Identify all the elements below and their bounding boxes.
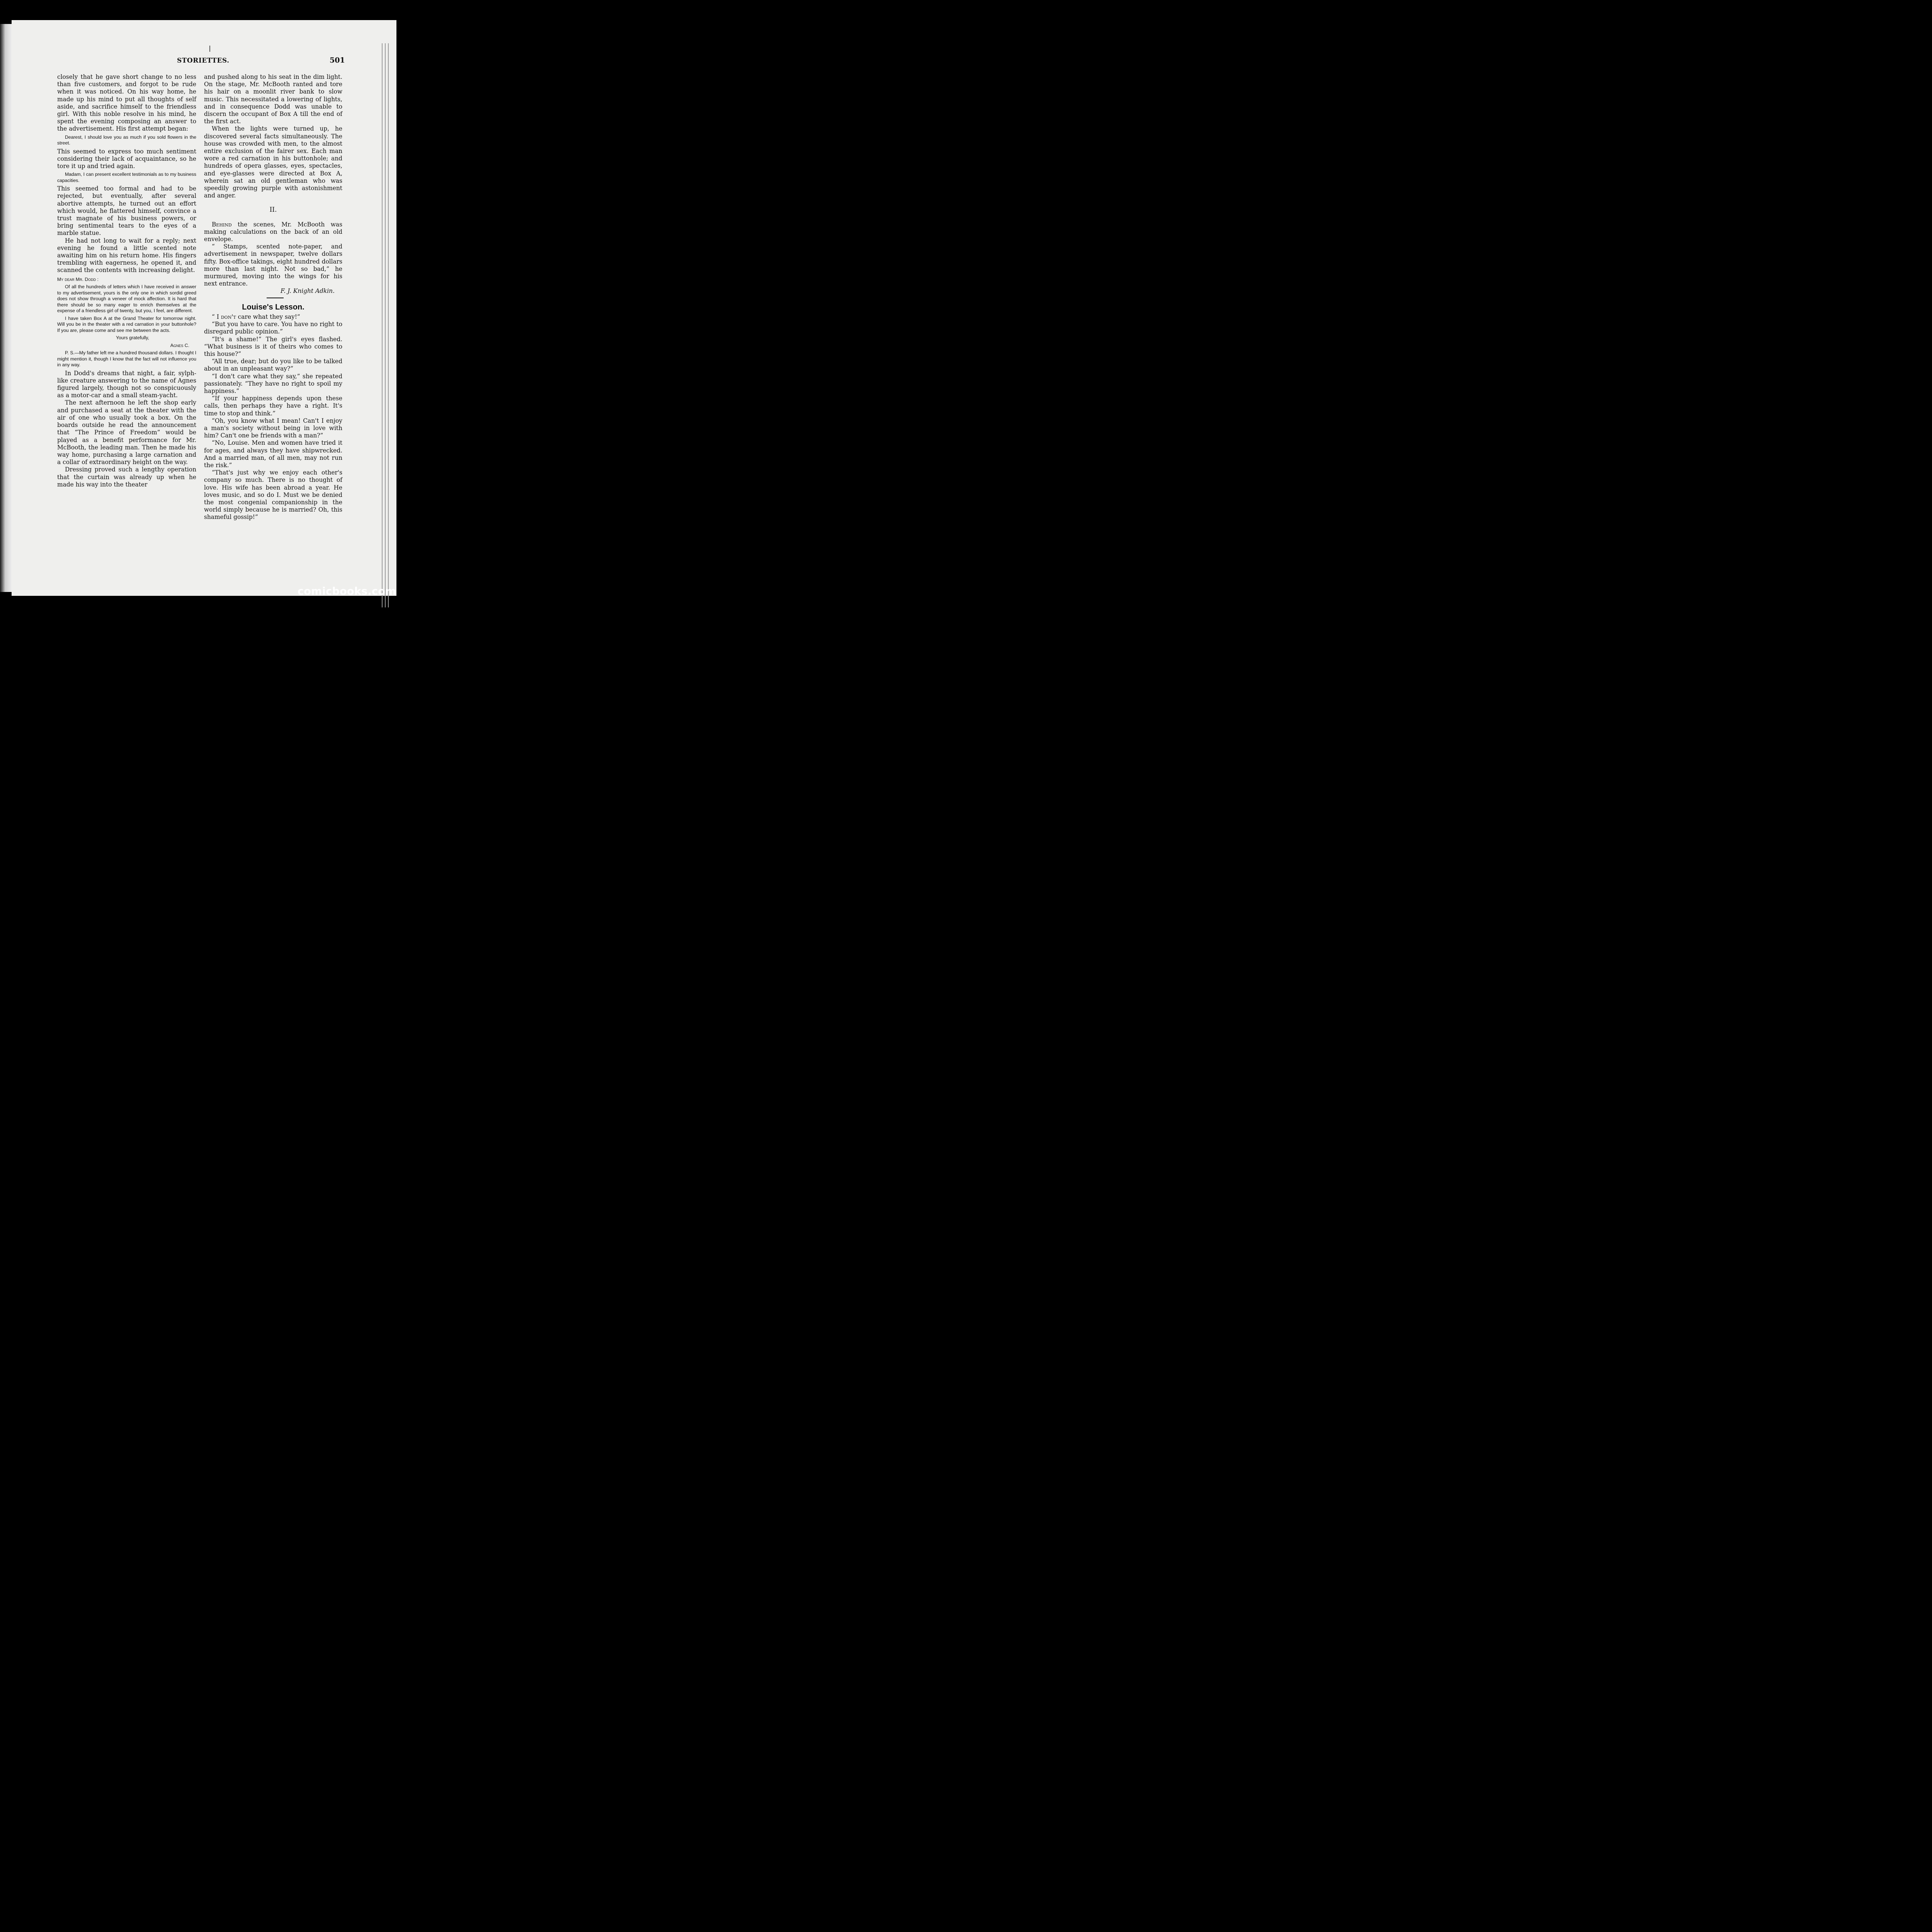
page-edge-line xyxy=(388,43,389,607)
dialogue-paragraph: “No, Louise. Men and women have tried it for ages, and always they have shipwrecked. And a married man, of all men, may not run the risk.” xyxy=(204,439,342,469)
paragraph: The next afternoon he left the shop early and purchased a seat at the theater with the air of one who usually took a box. On the boards outside he read the announcement that “The Prince of Freedom” would be played as a benefit performance for Mr. McBooth, the leading man. Then he made his way home, purchasing a large carnation and a collar of extraordinary height on the way. xyxy=(57,399,196,466)
paragraph: In Dodd's dreams that night, a fair, sylph-like creature answering to the name of Agnes figured largely, though not so conspicuously as a motor-car and a small steam-yacht. xyxy=(57,369,196,399)
paragraph xyxy=(204,221,342,243)
right-column xyxy=(204,73,342,521)
dialogue-emphasis: don't xyxy=(221,313,236,320)
section-number: II. xyxy=(269,206,277,214)
dialogue-text: care what they say!” xyxy=(236,313,300,320)
paragraph: closely that he gave short change to no less than five customers, and forgot to be rude when it was noticed. On his way home, he made up his mind to put all thoughts of self aside, and sacrifice himself to the friendless girl. With this noble resolve in his mind, he spent the evening composing an answer to the advertisement. His first attempt began: xyxy=(57,73,196,133)
paragraph: When the lights were turned up, he discovered several facts simultaneously. The house was crowded with men, to the almost entire exclusion of the fairer sex. Each man wore a red carnation in his buttonhole; and hundreds of opera glasses, eyes, spectacles, and eye-glasses were directed at Box A, wherein sat an old gentleman who was speedily growing purple with astonishment and anger. xyxy=(204,125,342,199)
paragraph-text: the scenes, Mr. McBooth was making calculations on the back of an old envelope. xyxy=(204,221,342,243)
dialogue-paragraph: “All true, dear; but do you like to be talked about in an unpleasant way?” xyxy=(204,358,342,372)
letter-postscript: P. S.—My father left me a hundred thousand dollars. I thought I might mention it, though I know that the fact will not influence you in any way. xyxy=(57,350,196,368)
letter-closing: Yours gratefully, xyxy=(116,335,150,341)
page-edge-line xyxy=(385,43,386,607)
paragraph: This seemed too formal and had to be rejected, but eventually, after several abortive attempts, he turned out an effort which would, he flattered himself, convince a trust magnate of his business powers, or bring sentimental tears to the eyes of a marble statue. xyxy=(57,185,196,237)
dialogue-paragraph: “Oh, you know what I mean! Can't I enjoy a man's society without being in love with him? Can't one be friends with a man?” xyxy=(204,417,342,439)
paragraph: “ Stamps, scented note-paper, and advertisement in newspaper, twelve dollars fifty. Box-office takings, eight hundred dollars more than last night. Not so bad,” he murmured, moving into the wings for his next entrance. xyxy=(204,243,342,287)
page-edge-line xyxy=(382,43,383,607)
author-byline: F. J. Knight Adkin. xyxy=(280,287,335,295)
dialogue-paragraph: “If your happiness depends upon these calls, then perhaps they have a right. It's time to stop and think.” xyxy=(204,395,342,417)
paragraph: He had not long to wait for a reply; next evening he found a little scented note awaiting him on his return home. His fingers trembling with eagerness, he opened it, and scanned the contents with increasing delight. xyxy=(57,237,196,274)
lead-word: Behind xyxy=(212,221,232,228)
left-column xyxy=(57,73,196,488)
dialogue-paragraph: “I don't care what they say,” she repeated passionately. “They have no right to spoil my happiness.” xyxy=(204,372,342,395)
letter-paragraph: Of all the hundreds of letters which I have received in answer to my advertisement, yours is the only one in which sordid greed does not show through a veneer of mock affection. It is hard that there should be so many eager to enrich themselves at the expense of a friendless girl of twenty, but you, I feel, are different. xyxy=(57,284,196,314)
letter-paragraph: I have taken Box A at the Grand Theater for tomorrow night. Will you be in the theater with a red carnation in your buttonhole? If you are, please come and see me between the acts. xyxy=(57,315,196,333)
dialogue-paragraph: “That's just why we enjoy each other's company so much. There is no thought of love. His wife has been abroad a year. He loves music, and so do I. Must we be denied the most congenial companionship in the world simply because he is married? Oh, this shameful gossip!” xyxy=(204,469,342,521)
letter-signature: Agnes C. xyxy=(170,342,189,348)
story-title: Louise's Lesson. xyxy=(242,303,304,311)
paragraph: Dressing proved such a lengthy operation that the curtain was already up when he made his way into the theater xyxy=(57,466,196,488)
site-watermark: comicbooks.com xyxy=(298,585,396,597)
facing-page-edge xyxy=(0,24,12,592)
draft-quote: Dearest, I should love you as much if you sold flowers in the street. xyxy=(57,134,196,146)
draft-quote: Madam, I can present excellent testimonials as to my business capacities. xyxy=(57,172,196,183)
scan-mark xyxy=(209,46,210,52)
page-number: 501 xyxy=(330,56,345,65)
dialogue-text: “ I xyxy=(212,313,221,320)
paragraph: This seemed to express too much sentiment considering their lack of acquaintance, so he tore it up and tried again. xyxy=(57,148,196,170)
paragraph: and pushed along to his seat in the dim light. On the stage, Mr. McBooth ranted and tore his hair on a moonlit river bank to slow music. This necessitated a lowering of lights, and in consequence Dodd was unable to discern the occupant of Box A till the end of the first act. xyxy=(204,73,342,125)
dialogue-paragraph xyxy=(204,313,342,321)
dialogue-paragraph: “It's a shame!” The girl's eyes flashed. “What business is it of theirs who comes to this house?” xyxy=(204,335,342,357)
letter-salutation: My dear Mr. Dodd : xyxy=(57,276,99,282)
dialogue-paragraph: “But you have to care. You have no right to disregard public opinion.” xyxy=(204,321,342,335)
running-title: STORIETTES. xyxy=(177,57,230,65)
